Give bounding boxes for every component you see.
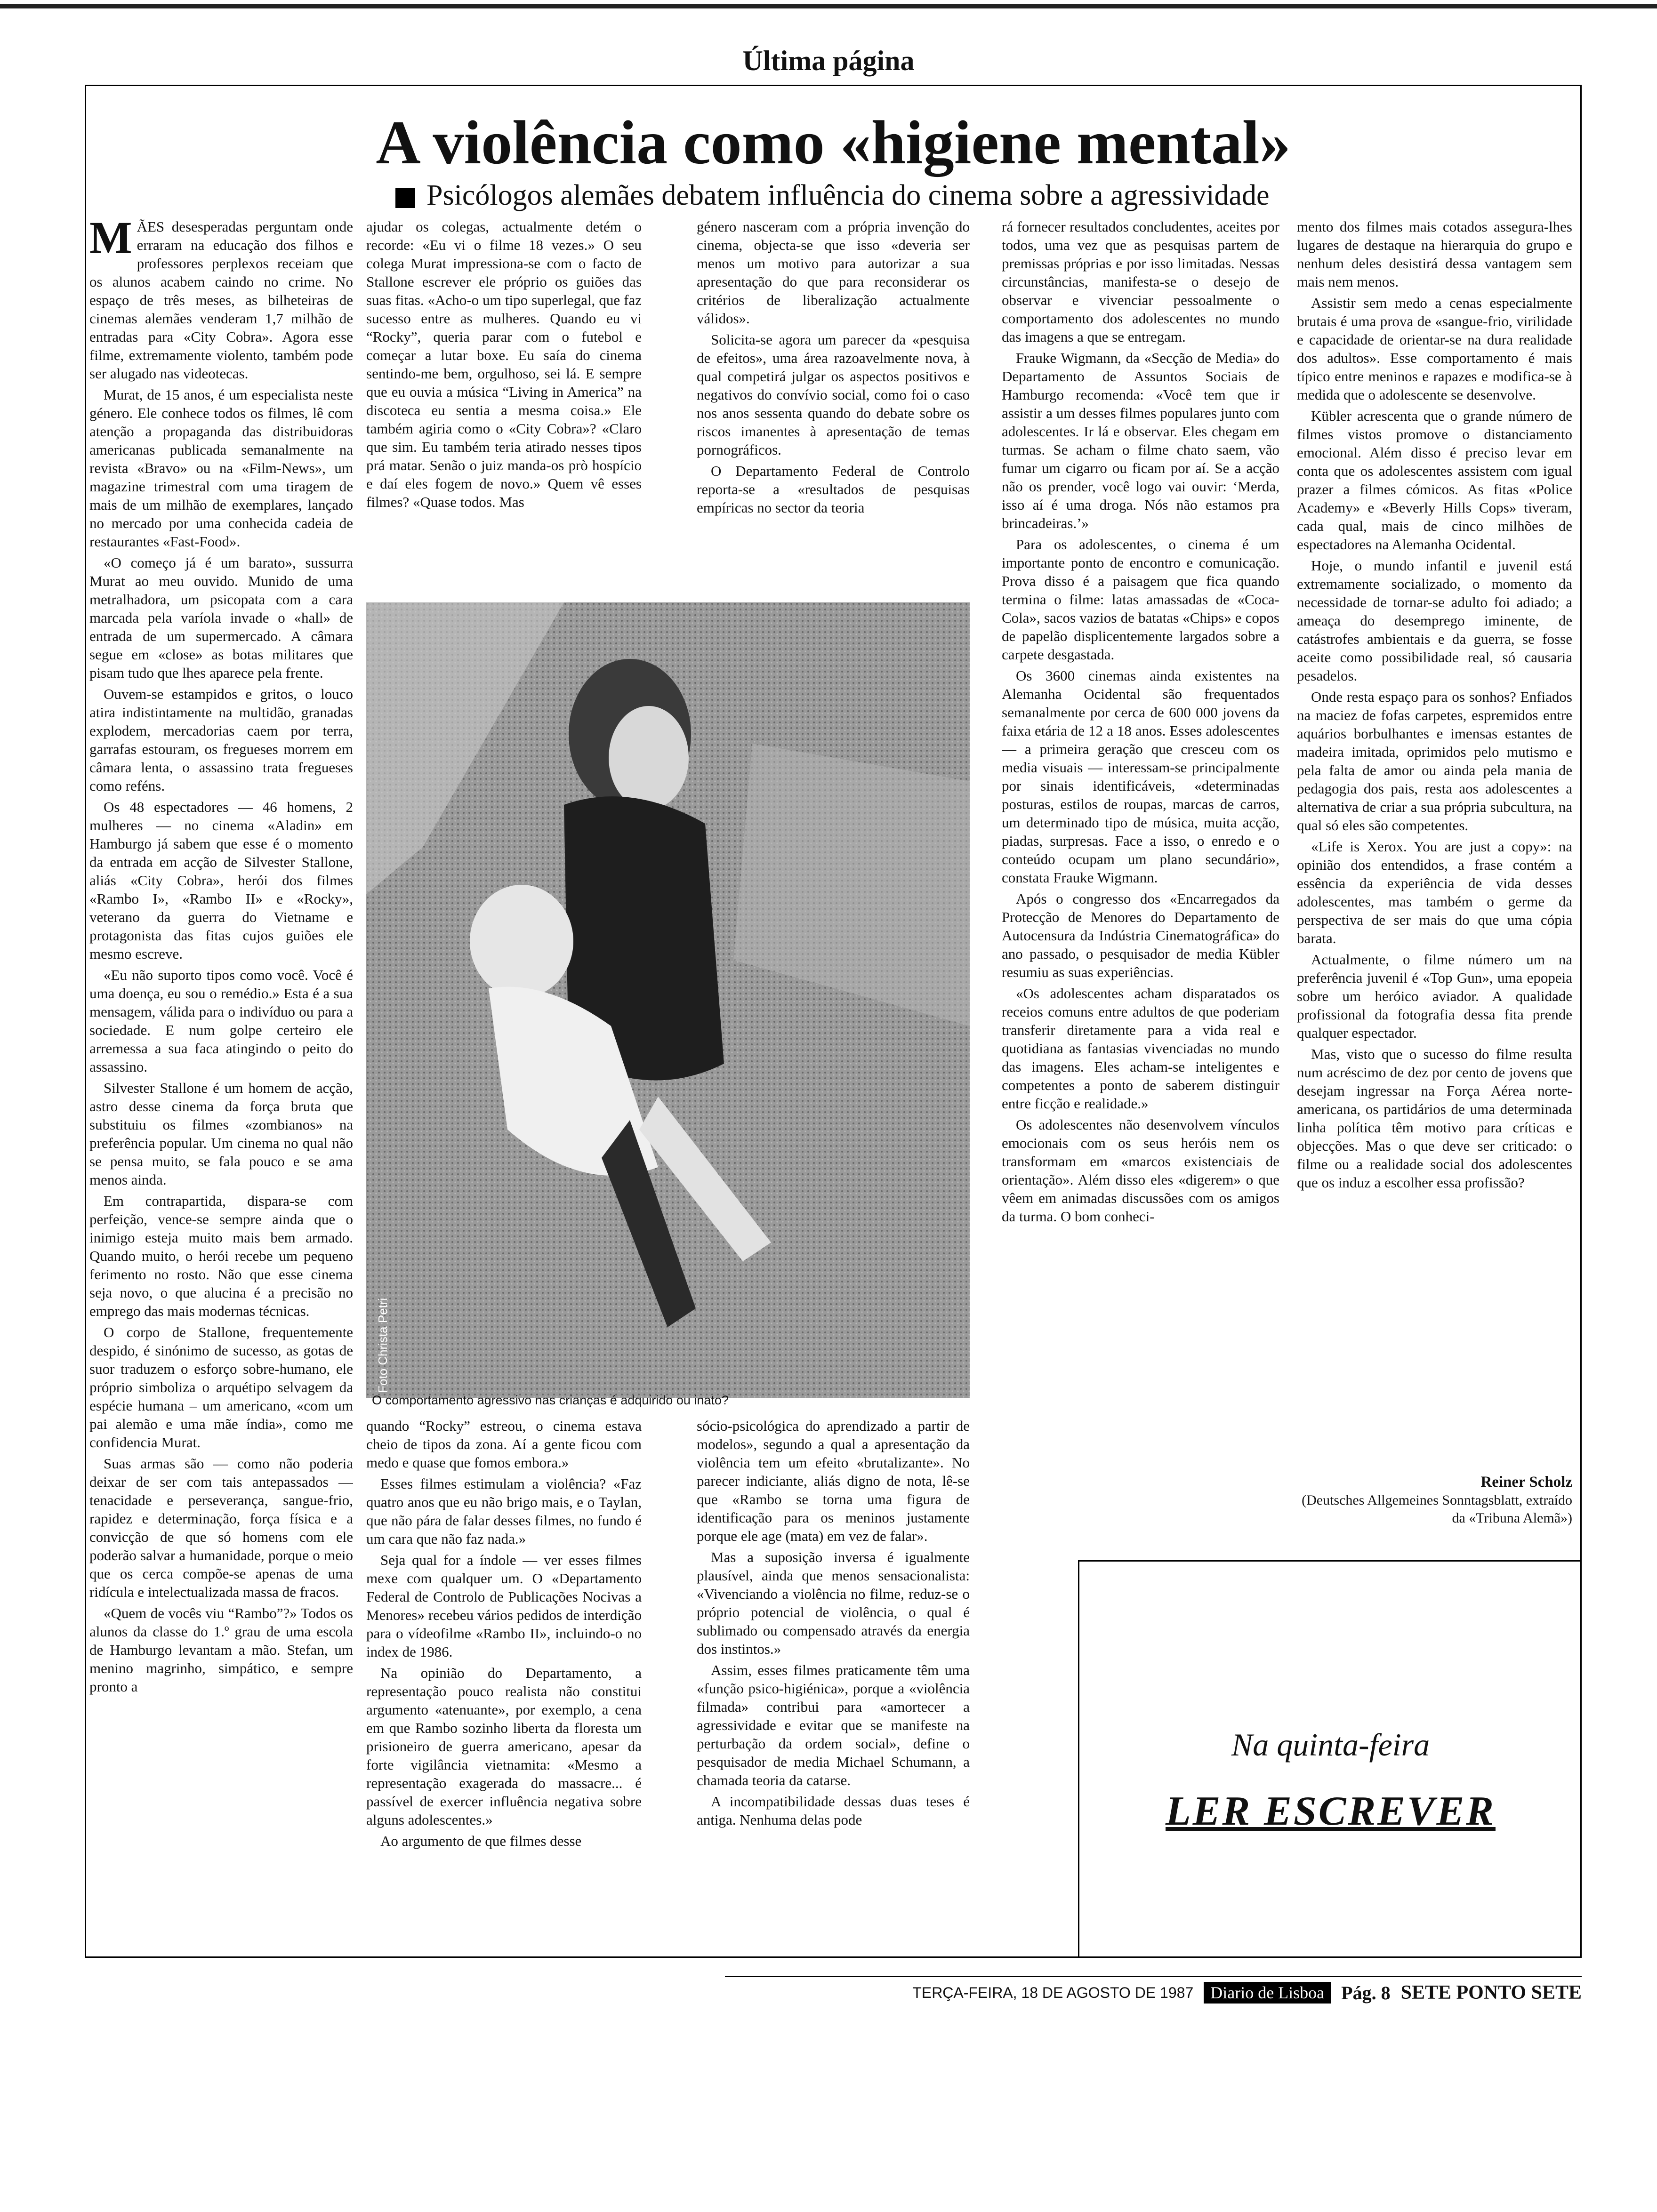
paragraph: Frauke Wigmann, da «Secção de Media» do Departamento de Assuntos Sociais de Hamburgo recomenda: «Você tem que ir assistir a um desses filmes populares junto com adolescentes. Ir lá e observar. Eles chegam em turmas. Se acham o filme chato saem, vão fumar um cigarro ou ficam por aí. Se a acção não os prender, você logo vai ouvir: ‘Merda, isso aí é uma droga. Nós não estamos pra brincadeiras.’» [1002,350,1279,531]
page-footer [725,1981,1582,2004]
newspaper-logo: Diario de Lisboa [1204,1982,1331,2004]
paragraph: O Departamento Federal de Controlo reporta-se a «resultados de pesquisas empíricas no sector da teoria [697,463,970,516]
promo-day: Na quinta-feira [1231,1727,1430,1763]
paragraph: Em contrapartida, dispara-se com perfeição, vence-se sempre ainda que o inimigo esteja muito mais bem armado. Quando muito, o herói recebe um pequeno ferimento no rosto. Não que esse cinema seja novo, o que alucina é a precisão no emprego das mais modernas técnicas. [89,1193,353,1319]
paragraph: «Quem de vocês viu “Rambo”?» Todos os alunos da classe do 1.º grau de uma escola de Hamburgo levantam a mão. Stefan, um menino magrinho, simpático, e sempre pronto a [89,1605,353,1695]
paragraph: «Life is Xerox. You are just a copy»: na opinião dos entendidos, a frase contém a essência da experiência de vida desses adolescentes, mas também o germe da perspectiva de ser mais do que uma cópia barata. [1297,838,1572,946]
photo-credit: Foto Christa Petri [376,1298,390,1393]
children-photo-image [366,602,970,1398]
square-bullet-icon [395,188,415,208]
paragraph: Assim, esses filmes praticamente têm uma «função psico-higiénica», porque a «violência filmada» contribui para «amortecer a agressividade e evitar que se manifeste na perturbação da ordem social», define o pesquisador de media Michael Schumann, a chamada teoria da catarse. [697,1662,970,1788]
promo-box [1078,1560,1582,1958]
paragraph: Ao argumento de que filmes desse [380,1833,582,1849]
footer-date: TERÇA-FEIRA, 18 DE AGOSTO DE 1987 [912,1984,1194,2001]
paragraph: A incompatibilidade dessas duas teses é antiga. Nenhuma delas pode [697,1793,970,1828]
paragraph: Hoje, o mundo infantil e juvenil está extremamente socializado, o momento da necessidade de tornar-se adulto foi adiado; a ameaça do desemprego iminente, de catástrofes ambientais e da guerra, se fosse aceite como possibilidade real, só causaria pesadelos. [1297,557,1572,684]
article-headline: A violência como «higiene mental» [376,108,1291,177]
paragraph: Suas armas são — como não poderia deixar de ser com tais antepassados — tenacidade e perseverança, sangue-frio, rapidez e determinação, força física e a convicção de que só homens com ele poderão salvar a humanidade, porque o meio que os cerca compõe-se apenas de uma ridícula e intelectualizada massa de fracos. [89,1455,353,1600]
paragraph: Seja qual for a índole — ver esses filmes mexe com qualquer um. O «Departamento Federal de Controlo de Publicações Nocivas a Menores» recebeu vários pedidos de interdição para o vídeofilme «Rambo II», incluindo-o no index de 1986. [366,1552,642,1660]
article-byline [1297,1473,1572,1527]
paragraph: Mas a suposição inversa é igualmente plausível, ainda que menos sensacionalista: «Vivenciando a violência no filme, reduz-se o próprio potencial de violência, o qual é sublimado ou compensado através da energia dos instintos.» [697,1549,970,1657]
paragraph: Após o congresso dos «Encarregados da Protecção de Menores do Departamento de Autocensura da Indústria Cinematográfica» do ano passado, o pesquisador de media Kübler resumiu as suas experiências. [1002,890,1279,980]
paragraph: Onde resta espaço para os sonhos? Enfiados na maciez de fofas carpetes, espremidos entre aquários borbulhantes e imensas estantes de madeira imitada, oprimidos pelo mutismo e pela falta de amor ou ainda pela mania de pedagogia dos pais, resta aos adolescentes a alternativa de criar a sua própria subcultura, na qual só eles são competentes. [1297,689,1572,834]
footer-section: SETE PONTO SETE [1400,1982,1582,2004]
paragraph: «Os adolescentes acham disparatados os receios comuns entre adultos de que poderiam transferir diretamente para a vida real e quotidiana as fantasias vivenciadas no mundo das imagens. Eles acham-se inteligentes e competentes a ponto de saberem distinguir entre ficção e realidade.» [1002,985,1279,1112]
paragraph: Assistir sem medo a cenas especialmente brutais é uma prova de «sangue-frio, virilidade e capacidade de orientar-se na dura realidade dos adultos». Esse comportamento é mais típico entre meninos e rapazes e modifica-se à medida que o adolescente se desenvolve. [1297,295,1572,403]
column-3-lower [697,1417,970,1944]
paragraph: Os 3600 cinemas ainda existentes na Alemanha Ocidental são frequentados semanalmente por cerca de 600 000 jovens da faixa etária de 12 a 18 anos. Esses adolescentes — a primeira geração que cresceu com os media visuais — interessam-se principalmente por sinais identificáveis, «determinadas posturas, estilos de roupas, marcas de carros, um determinado tipo de música, muita acção, piadas, surpresas. Face a isso, o enredo e o conteúdo ocupam um plano secundário», constata Frauke Wigmann. [1002,667,1279,886]
page-number: Pág. 8 [1341,1982,1391,2004]
paragraph: Kübler acrescenta que o grande número de filmes vistos promove o distanciamento emocional. Além disso é preciso levar em conta que os adolescentes assistem com igual prazer a filmes cómicos. As fitas «Police Academy» e «Beverly Hills Cops» tiveram, cada qual, mais de cinco milhões de espectadores na Alemanha Ocidental. [1297,408,1572,553]
column-2 [366,217,642,585]
footer-rule [725,1976,1582,1977]
paragraph: Na opinião do Departamento, a representação pouco realista não constitui argumento «atenuante», por exemplo, a cena em que Rambo sozinho liberta da floresta um prisioneiro de guerra americano, apesar da forte vigilância vietnamita: «Mesmo a representação exagerada do massacre... é passível de exercer influência negativa sobre alguns adolescentes.» [366,1665,642,1828]
section-title: Última página [742,45,915,76]
paragraph: Actualmente, o filme número um na preferência juvenil é «Top Gun», uma epopeia sobre um heróico aviador. A qualidade profissional da fotografia dessa fita prende qualquer espectador. [1297,951,1572,1041]
byline-author: Reiner Scholz [1480,1474,1572,1491]
article-subhead [395,178,1270,213]
column-3 [697,217,970,585]
paragraph: Ouvem-se estampidos e gritos, o louco atira indistintamente na multidão, granadas explodem, mercadorias caem por terra, garrafas estouram, os fregueses morrem em câmara lenta, o assassino trata fregueses como reféns. [89,686,353,794]
column-5 [1297,217,1572,1573]
column-2-lower [366,1417,642,1944]
paragraph: quando “Rocky” estreou, o cinema estava cheio de tipos da zona. Aí a gente ficou com medo e quase que fomos embora.» [366,1418,642,1471]
column-4 [1002,217,1279,1573]
article-photo [366,602,970,1398]
subhead-text: Psicólogos alemães debatem influência do cinema sobre a agressividade [426,179,1270,211]
top-rule [0,4,1657,8]
drop-cap: M [89,217,132,263]
paragraph: Para os adolescentes, o cinema é um importante ponto de encontro e comunicação. Prova disso é a paisagem que fica quando termina o filme: latas amassadas de «Coca-Cola», sacos vazios de batatas «Chips» e copos de papelão displicentemente largados sobre a carpete desgastada. [1002,536,1279,663]
paragraph: rá fornecer resultados concludentes, aceites por todos, uma vez que as pesquisas partem de premissas próprias e por isso limitadas. Nessas circunstâncias, manifesta-se o desejo de observar e vivenciar pessoalmente o comportamento dos adolescentes no mundo das imagens a que se entregam. [1002,218,1279,345]
photo-caption: O comportamento agressivo nas crianças é adquirido ou inato? [372,1393,729,1407]
paragraph: «Eu não suporto tipos como você. Você é uma doença, eu sou o remédio.» Esta é a sua mensagem, válida para o indivíduo ou para a sociedade. E num golpe certeiro ele arremessa a sua faca atingindo o peito do assassino. [89,967,353,1075]
paragraph: Solicita-se agora um parecer da «pesquisa de efeitos», uma área razoavelmente nova, à qual competirá julgar os aspectos positivos e negativos do convívio social, como foi o caso nos anos sessenta quando do debate sobre os riscos imanentes à apresentação de temas pornográficos. [697,331,970,458]
paragraph: sócio-psicológica do aprendizado a partir de modelos», segundo a qual a apresentação da violência tem um efeito «brutalizante». No parecer indiciante, aliás digno de nota, lê-se que «Rambo se torna uma figura de identificação para os meninos justamente porque ele age (mata) em vez de falar». [697,1418,970,1544]
paragraph: «O começo já é um barato», sussurra Murat ao meu ouvido. Munido de uma metralhadora, um psicopata com a cara marcada pela varíola invade o «hall» de entrada de um supermercado. A câmara segue em «close» as botas militares que pisam tudo que lhes aparece pela frente. [89,554,353,681]
paragraph: Murat, de 15 anos, é um especialista neste género. Ele conhece todos os filmes, lê com atenção a propaganda das distribuidoras americanas publicada semanalmente na revista «Bravo» ou na «Film-News», um magazine trimestral com uma tiragem de mais de um milhão de exemplares, lançado no mercado por uma conhecida cadeia de restaurantes «Fast-Food». [89,386,353,550]
paragraph: Os 48 espectadores — 46 homens, 2 mulheres — no cinema «Aladin» em Hamburgo já sabem que esse é o momento da entrada em acção de Silvester Stallone, aliás «City Cobra», herói dos filmes «Rambo I», «Rambo II» e «Rocky», veterano da guerra do Vietname e protagonista das fitas cujos guiões ele mesmo escreve. [89,799,353,962]
paragraph: MÃES desesperadas perguntam onde erraram na educação dos filhos e professores perplexos receiam que os alunos acabem caindo no crime. No espaço de três meses, as bilheteiras de cinemas alemães venderam 1,7 milhão de entradas para «City Cobra». Agora esse filme, extremamente violento, também pode ser alugado nas videotecas. [89,217,353,382]
paragraph: Os adolescentes não desenvolvem vínculos emocionais com os seus heróis nem os transformam em «marcos existenciais de orientação». Além disso eles «digerem» o que vêem em animadas discussões com os amigos da turma. O bom conheci- [1002,1116,1279,1225]
paragraph: O corpo de Stallone, frequentemente despido, é sinónimo de sucesso, as gotas de suor traduzem o esforço sobre-humano, ele próprio simboliza o arquétipo selvagem da espécie humana – um americano, «com um pai alemão e uma mãe índia», como me confidencia Murat. [89,1324,353,1451]
paragraph: Silvester Stallone é um homem de acção, astro desse cinema da força bruta que substituiu os filmes «zombianos» na preferência popular. Um cinema no qual não se pensa muito, se fala pouco e se ama menos ainda. [89,1080,353,1188]
paragraph: ajudar os colegas, actualmente detém o recorde: «Eu vi o filme 18 vezes.» O seu colega Murat impressiona-se com o facto de Stallone escrever ele próprio os guiões das suas fitas. «Acho-o um tipo superlegal, que faz sucesso entre as mulheres. Quando eu vi “Rocky”, queria parar com o futebol e começar a lutar boxe. Eu saía do cinema sentindo-me bem, orgulhoso, sei lá. E sempre que eu ouvia a música “Living in America” na discoteca eu sentia a mesma coisa.» Ele também agiria como o «City Cobra»? «Claro que sim. Eu também teria atirado nesses tipos prá matar. Senão o juiz manda-os prò hospício e daí eles fogem de novo.» Quem vê esses filmes? «Quase todos. Mas [366,218,642,510]
paragraph: Esses filmes estimulam a violência? «Faz quatro anos que eu não brigo mais, e o Taylan, que não pára de falar desses filmes, no fundo é um cara que não faz nada.» [366,1475,642,1547]
paragraph: Mas, visto que o sucesso do filme resulta num acréscimo de dez por cento de jovens que desejam ingressar na Força Aérea norte-americana, os partidários de uma determinada linha política têm motivo para críticas e objecções. Mas o que deve ser criticado: o filme ou a realidade social dos adolescentes que os induz a escolher essa profissão? [1297,1046,1572,1191]
promo-brand-logo: LER ESCREVER [1166,1788,1496,1834]
byline-source: (Deutsches Allgemeines Sonntagsblatt, extraído da «Tribuna Alemã») [1302,1492,1572,1526]
column-1 [89,217,353,1949]
paragraph: mento dos filmes mais cotados assegura-lhes lugares de destaque na hierarquia do grupo e nenhum deles desistirá dessa vantagem sem mais nem menos. [1297,218,1572,290]
paragraph: género nasceram com a própria invenção do cinema, objecta-se que isso «deveria ser menos um motivo para autorizar a sua apresentação do que para reconsiderar os critérios de liberalização actualmente válidos». [697,218,970,327]
